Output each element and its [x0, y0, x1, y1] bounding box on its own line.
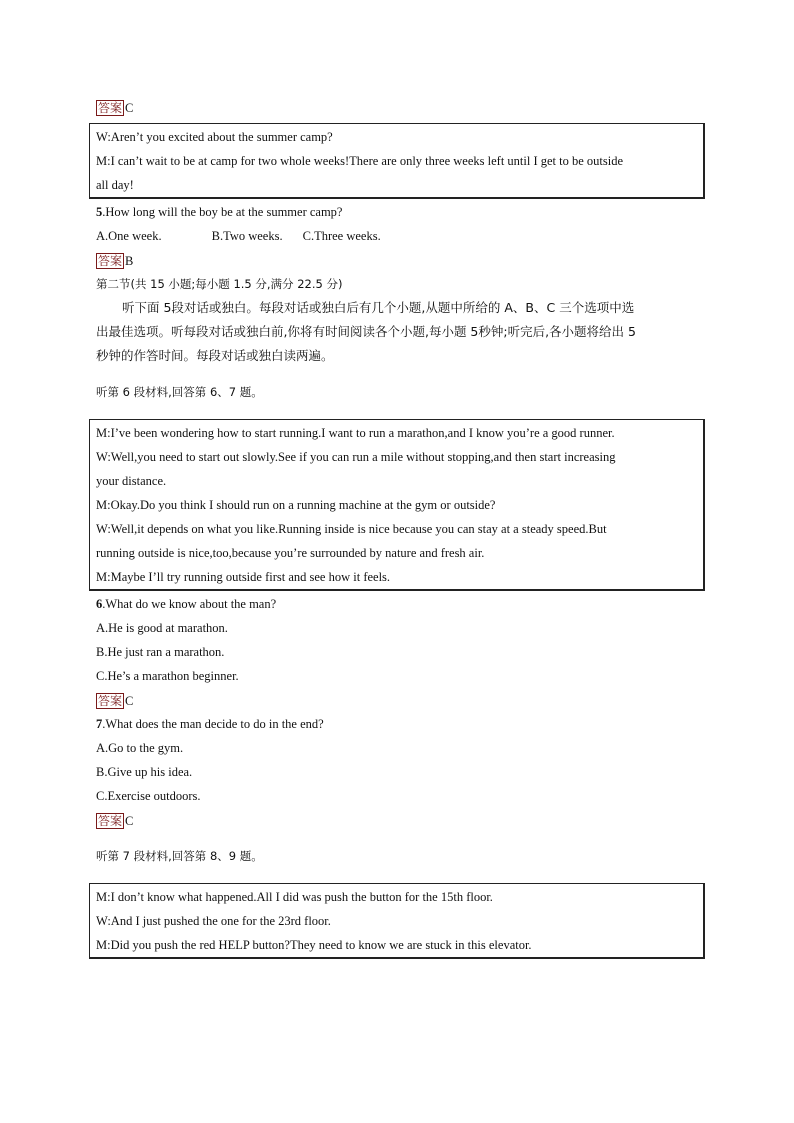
question-6: [96, 595, 276, 613]
dialog-line: M:I can’t wait to be at camp for two whole weeks!There are only three weeks left until I get to be outside: [96, 154, 624, 168]
question-5-options: [96, 227, 381, 245]
dialog-box-c: [89, 883, 705, 959]
option-c: C.He’s a marathon beginner.: [96, 669, 239, 683]
instruction-line: 听下面 5段对话或独白。每段对话或独白后有几个小题,从题中所给的 A、B、C 三个选项中选: [122, 300, 635, 315]
answer-tag: 答案: [98, 814, 123, 829]
answer-line-q5: [96, 251, 133, 270]
dialog-line: W:Well,it depends on what you like.Running inside is nice because you can stay at a steady speed.But: [96, 522, 607, 536]
dialog-line: M:Okay.Do you think I should run on a running machine at the gym or outside?: [96, 498, 496, 512]
option-a: A.One week.: [96, 229, 162, 243]
answer-tag: 答案: [98, 254, 123, 269]
question-text: .How long will the boy be at the summer camp?: [102, 205, 343, 219]
option-c: C.Exercise outdoors.: [96, 789, 201, 803]
option-b: B.Give up his idea.: [96, 765, 193, 779]
answer-line-q4: [96, 98, 133, 117]
question-text: .What does the man decide to do in the end?: [102, 717, 324, 731]
dialog-line: M:Maybe I’ll try running outside first and see how it feels.: [96, 570, 391, 584]
option-b: B.He just ran a marathon.: [96, 645, 225, 659]
answer-tag: 答案: [98, 101, 123, 116]
answer-value: C: [125, 814, 134, 829]
answer-line-q6: [96, 691, 133, 710]
answer-value: C: [125, 101, 134, 116]
dialog-line: M:I’ve been wondering how to start running.I want to run a marathon,and I know you’re a good runner.: [96, 426, 615, 440]
option-b: B.Two weeks.: [211, 229, 283, 243]
answer-value: B: [125, 254, 134, 269]
instruction-line: 秒钟的作答时间。每段对话或独白读两遍。: [96, 348, 334, 363]
material-7-heading: 听第 7 段材料,回答第 8、9 题。: [96, 849, 263, 863]
dialog-line: all day!: [96, 178, 134, 192]
dialog-line: M:I don’t know what happened.All I did was push the button for the 15th floor.: [96, 890, 493, 904]
instruction-line: 出最佳选项。听每段对话或独白前,你将有时间阅读各个小题,每小题 5秒钟;听完后,各小题将给出 5: [96, 324, 636, 339]
answer-line-q7: [96, 811, 133, 830]
dialog-line: running outside is nice,too,because you’re surrounded by nature and fresh air.: [96, 546, 485, 560]
question-number: 6: [96, 597, 103, 611]
option-a: A.Go to the gym.: [96, 741, 184, 755]
question-number: 7: [96, 717, 103, 731]
dialog-line: W:And I just pushed the one for the 23rd floor.: [96, 914, 331, 928]
question-text: .What do we know about the man?: [102, 597, 277, 611]
dialog-line: W:Well,you need to start out slowly.See if you can run a mile without stopping,and then start increasing: [96, 450, 616, 464]
dialog-box-b: [89, 419, 705, 591]
answer-tag: 答案: [98, 694, 123, 709]
dialog-box-a: [89, 123, 705, 199]
dialog-line: your distance.: [96, 474, 167, 488]
option-c: C.Three weeks.: [302, 229, 381, 243]
answer-value: C: [125, 694, 134, 709]
section-2-title: 第二节(共 15 小题;每小题 1.5 分,满分 22.5 分): [96, 277, 343, 291]
dialog-line: W:Aren’t you excited about the summer camp?: [96, 130, 333, 144]
option-a: A.He is good at marathon.: [96, 621, 228, 635]
question-7: [96, 715, 324, 733]
question-number: 5: [96, 205, 103, 219]
material-6-heading: 听第 6 段材料,回答第 6、7 题。: [96, 385, 263, 399]
question-5: [96, 203, 342, 221]
dialog-line: M:Did you push the red HELP button?They need to know we are stuck in this elevator.: [96, 938, 532, 952]
